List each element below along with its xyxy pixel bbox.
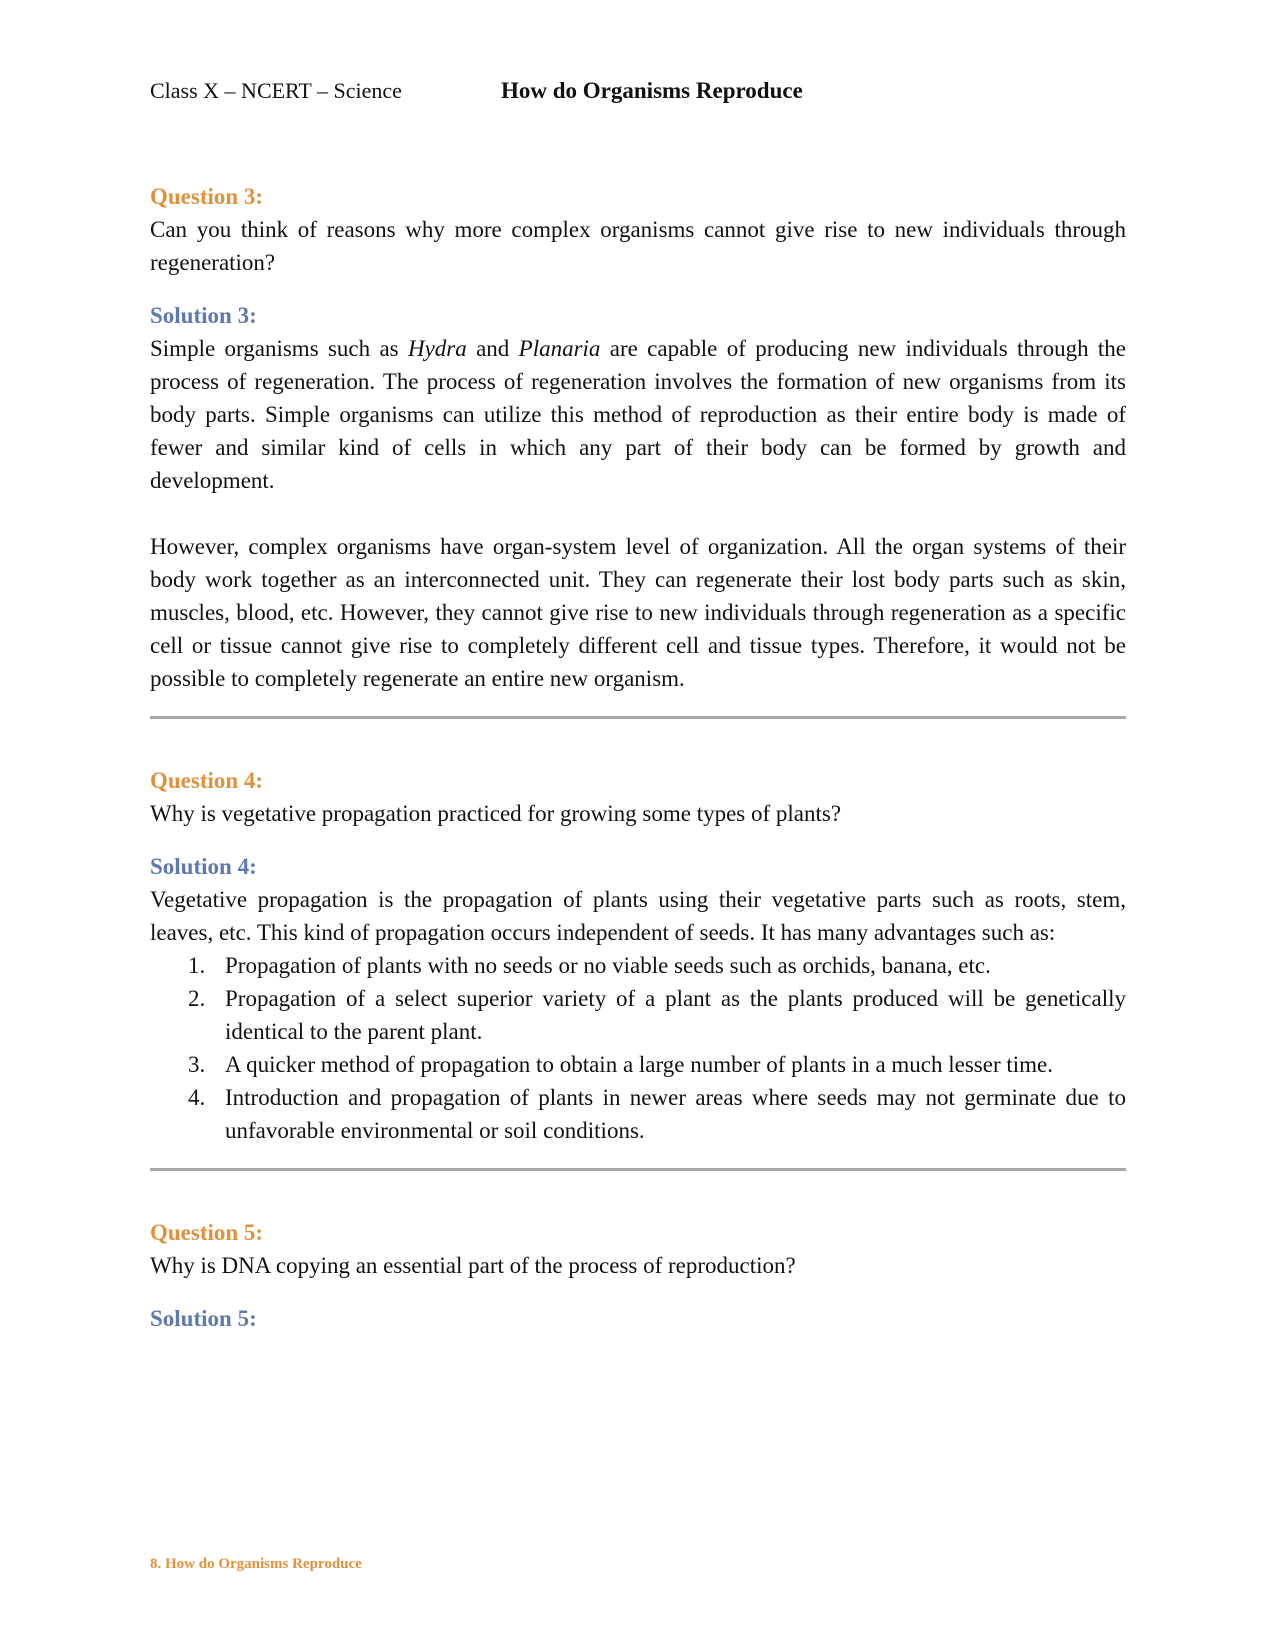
list-item [150,982,1126,1048]
advantages-list [150,949,1126,1147]
section-divider [150,1168,1126,1171]
list-item [150,949,1126,982]
list-item-text: Propagation of plants with no seeds or no viable seeds such as orchids, banana, etc. [225,953,991,978]
page-content [150,180,1126,1335]
question-3-text: Can you think of reasons why more complex organisms cannot give rise to new individuals through regeneration? [150,217,1126,275]
solution-3-paragraph-2: However, complex organisms have organ-system level of organization. All the organ systems of their body work together as an interconnected unit. They can regenerate their lost body parts such as skin, muscles, blood, etc. However, they cannot give rise to new individuals through regeneration as a specific cell or tissue cannot give rise to completely different cell and tissue types. Therefore, it would not be possible to completely regenerate an entire new organism. [150,534,1126,691]
solution-5-label: Solution 5: [150,1306,257,1331]
solution-4-intro: Vegetative propagation is the propagation of plants using their vegetative parts such as roots, stem, leaves, etc. This kind of propagation occurs independent of seeds. It has many advantages such as: [150,887,1126,945]
question-4-label: Question 4: [150,768,264,793]
question-5-label: Question 5: [150,1220,264,1245]
list-number: 2. [188,986,206,1011]
list-number: 4. [188,1085,206,1110]
text-segment: and [466,336,519,361]
question-4-text: Why is vegetative propagation practiced for growing some types of plants? [150,801,842,826]
list-number: 1. [188,953,206,978]
section-divider [150,716,1126,719]
list-item [150,1048,1126,1081]
question-5-text: Why is DNA copying an essential part of the process of reproduction? [150,1253,796,1278]
solution-3-paragraph-1 [150,332,1126,497]
list-number: 3. [188,1052,206,1077]
page-footer: 8. How do Organisms Reproduce [150,1556,362,1572]
solution-4-label: Solution 4: [150,854,257,879]
list-item-text: Introduction and propagation of plants in newer areas where seeds may not germinate due to unfavorable environmental or soil conditions. [225,1085,1126,1143]
course-label: Class X – NCERT – Science [150,78,402,103]
text-segment: Simple organisms such as [150,336,408,361]
italic-term-planaria: Planaria [518,336,601,361]
italic-term-hydra: Hydra [407,336,467,361]
chapter-title: How do Organisms Reproduce [501,78,803,103]
list-item-text: A quicker method of propagation to obtain a large number of plants in a much lesser time. [225,1052,1053,1077]
page-header [150,78,1130,110]
list-item [150,1081,1126,1147]
question-3-label: Question 3: [150,184,264,209]
text-segment: are capable of producing new individuals through the process of regeneration. The process of regeneration involves the formation of new organisms from its body parts. Simple organisms can utilize this method of reproduction as their entire body is made of fewer and similar kind of cells in which any part of their body can be formed by growth and development. [150,336,1127,493]
solution-3-label: Solution 3: [150,303,257,328]
list-item-text: Propagation of a select superior variety of a plant as the plants produced will be genetically identical to the parent plant. [225,986,1126,1044]
